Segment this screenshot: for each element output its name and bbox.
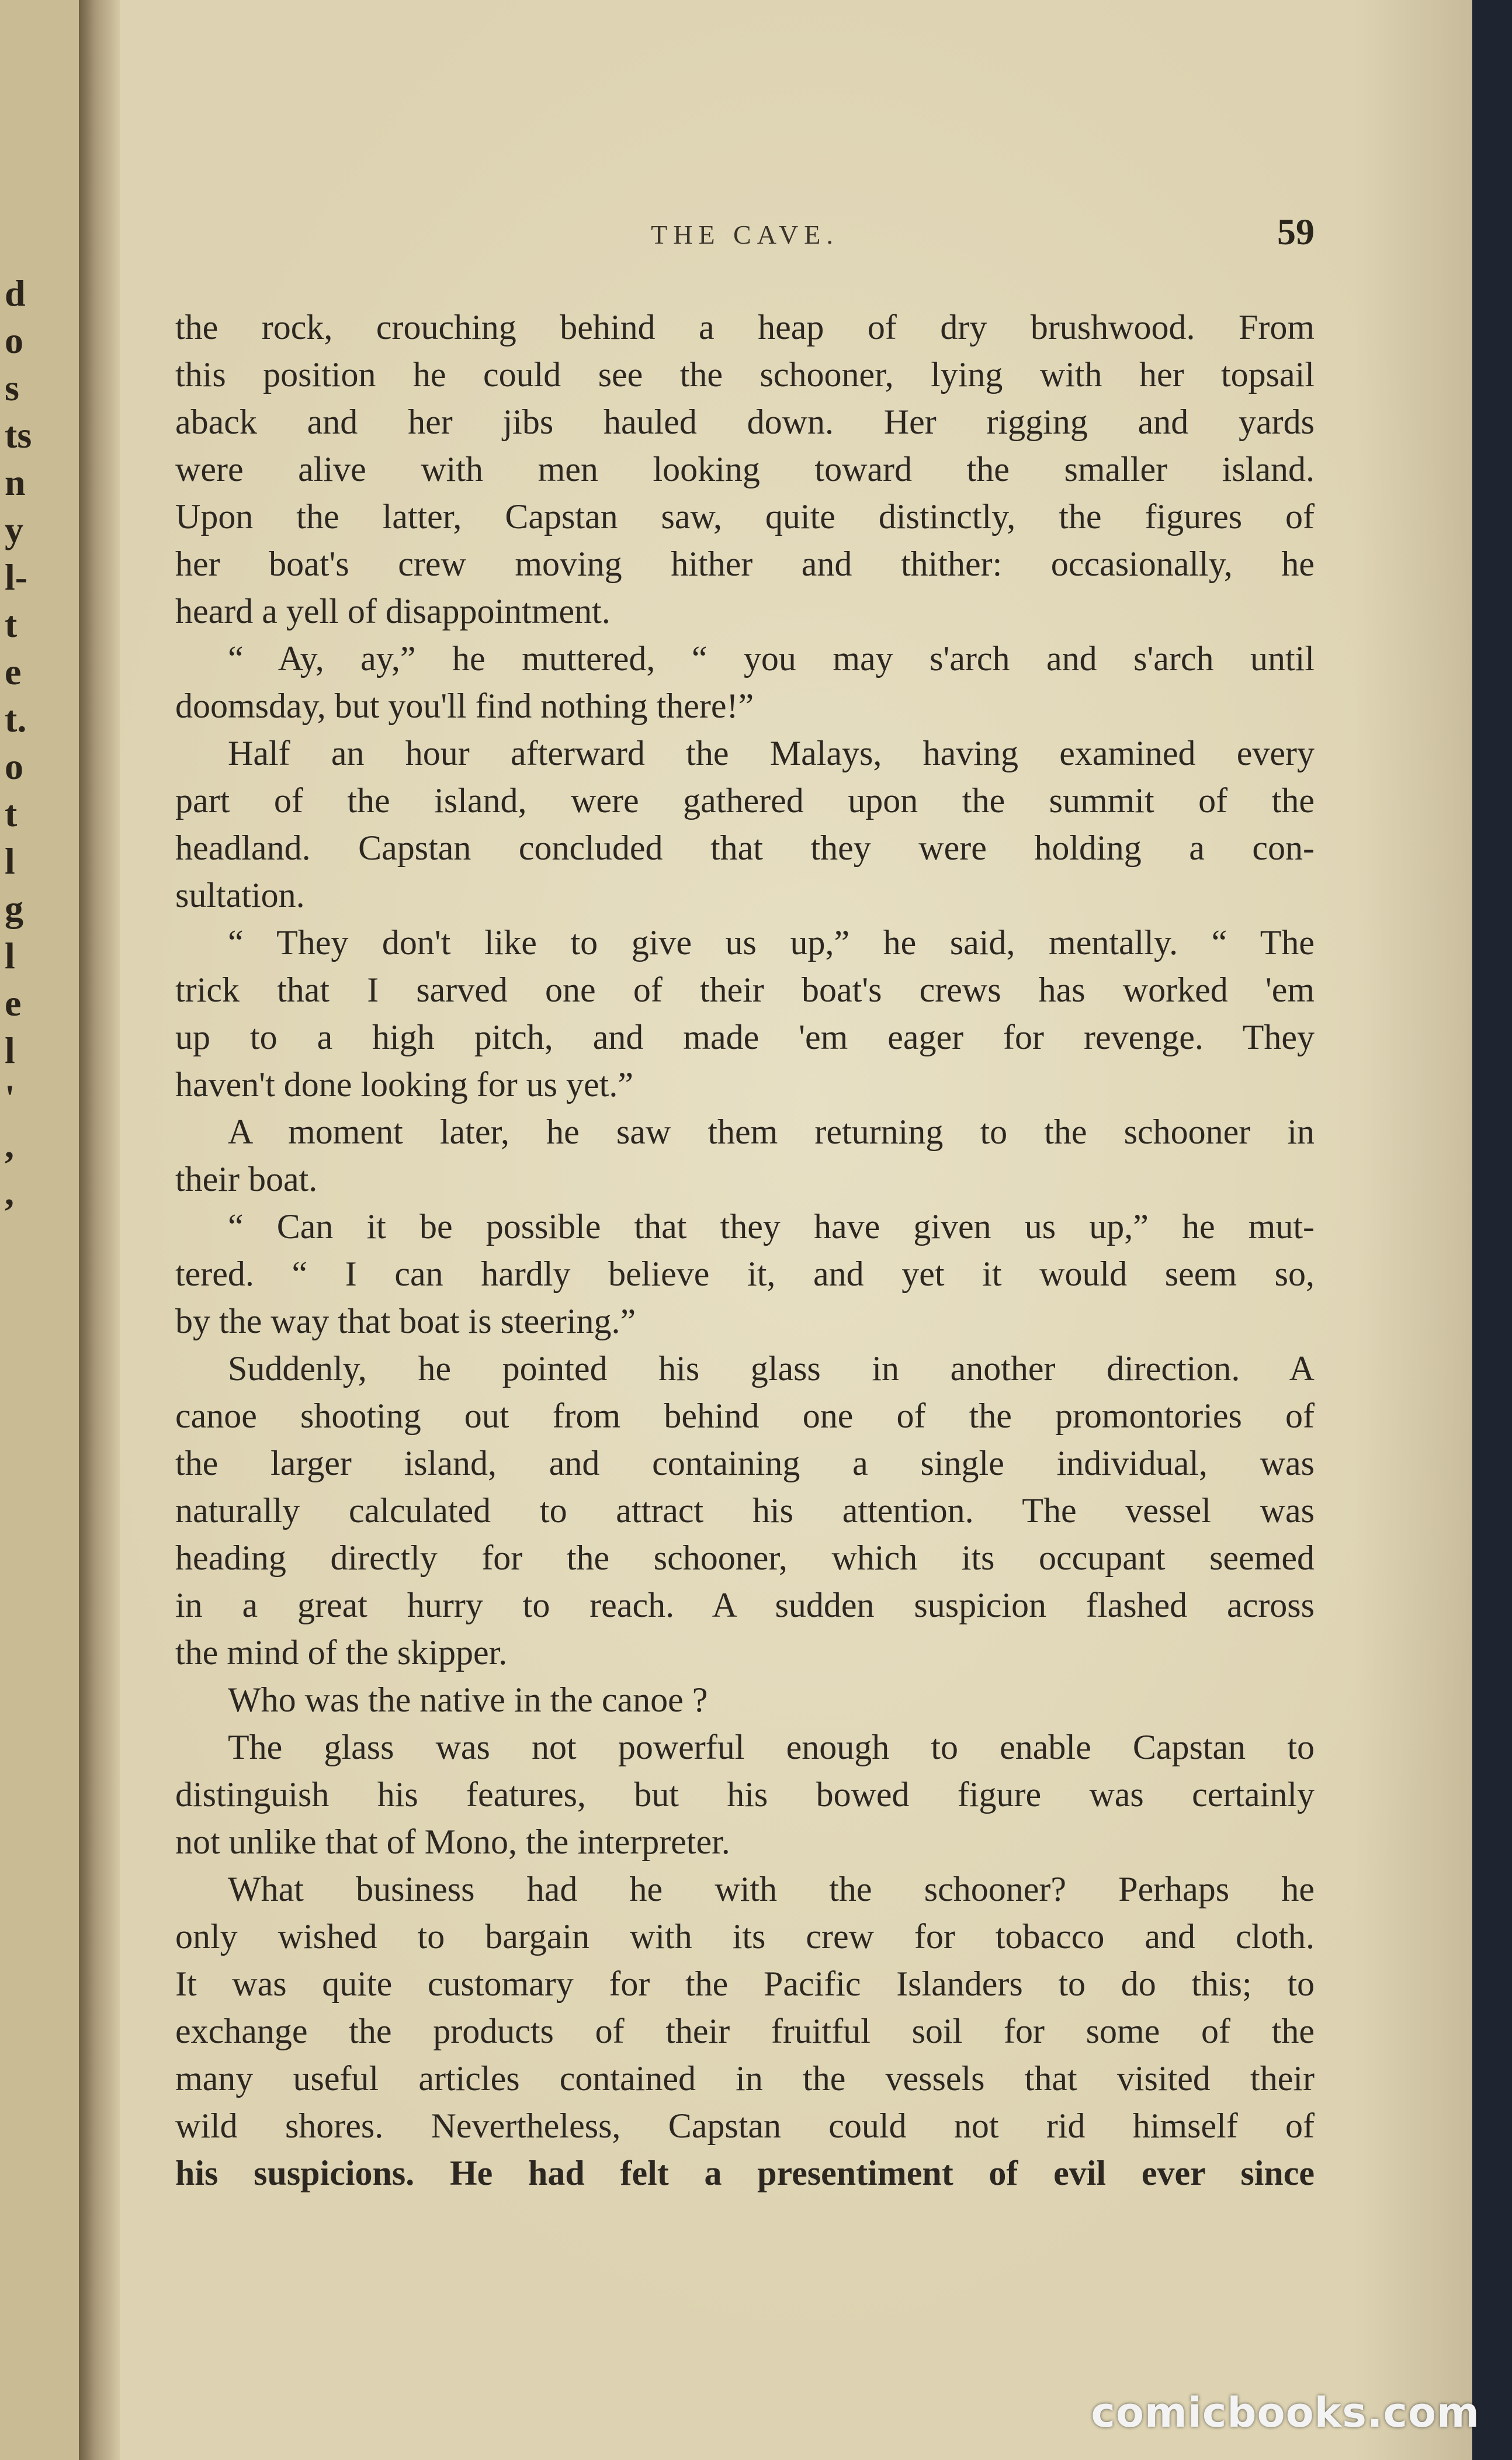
adjacent-page-fragment: l: [5, 935, 15, 976]
text-line: in a great hurry to reach. A sudden suspicion flashed across: [175, 1586, 1315, 1624]
text-line: trick that I sarved one of their boat's crews has worked 'em: [175, 971, 1315, 1009]
text-line: part of the island, were gathered upon the summit of the: [175, 781, 1315, 820]
adjacent-page-fragment: y: [5, 509, 23, 550]
text-line: The glass was not powerful enough to enable Capstan to: [228, 1728, 1315, 1766]
adjacent-page-fragment: ts: [5, 414, 32, 456]
text-line: many useful articles contained in the vessels that visited their: [175, 2059, 1315, 2098]
text-line: Upon the latter, Capstan saw, quite distinctly, the figures of: [175, 497, 1315, 536]
adjacent-page-fragment: g: [5, 888, 23, 929]
text-line: the mind of the skipper.: [175, 1633, 508, 1672]
text-line: by the way that boat is steering.”: [175, 1302, 636, 1340]
adjacent-page-fragment: l: [5, 840, 15, 882]
adjacent-page-fragment: ,: [5, 1124, 14, 1166]
text-line: not unlike that of Mono, the interpreter.: [175, 1823, 730, 1861]
adjacent-page-fragment: ,: [5, 1172, 14, 1213]
text-line: heading directly for the schooner, which its occupant seemed: [175, 1539, 1315, 1577]
adjacent-page-fragment: l-: [5, 556, 28, 598]
adjacent-page-fragment: o: [5, 320, 23, 361]
text-line: It was quite customary for the Pacific Islanders to do this; to: [175, 1964, 1315, 2003]
adjacent-page-fragment: e: [5, 982, 22, 1024]
adjacent-page-fragment: t: [5, 604, 18, 645]
text-line: exchange the products of their fruitful soil for some of the: [175, 2012, 1315, 2050]
text-line: wild shores. Nevertheless, Capstan could not rid himself of: [175, 2106, 1315, 2145]
adjacent-page-fragment: s: [5, 367, 19, 408]
adjacent-page-fragment: e: [5, 651, 22, 692]
text-line: doomsday, but you'll find nothing there!”: [175, 687, 754, 725]
body-text: [175, 304, 1315, 2197]
text-line: this position he could see the schooner, lying with her topsail: [175, 355, 1315, 394]
text-line: the larger island, and containing a single individual, was: [175, 1444, 1315, 1482]
text-line: What business had he with the schooner? Perhaps he: [228, 1870, 1315, 1908]
text-line: “ Ay, ay,” he muttered, “ you may s'arch and s'arch until: [228, 639, 1315, 678]
text-line: haven't done looking for us yet.”: [175, 1065, 633, 1104]
text-line: canoe shooting out from behind one of the promontories of: [175, 1397, 1315, 1435]
site-watermark: comicbooks.com: [1091, 2389, 1480, 2437]
text-line: their boat.: [175, 1160, 318, 1198]
text-line: Suddenly, he pointed his glass in another direction. A: [228, 1349, 1315, 1388]
adjacent-page-fragment: d: [5, 272, 26, 314]
text-line: aback and her jibs hauled down. Her rigging and yards: [175, 403, 1315, 441]
text-line: his suspicions. He had felt a presentiment of evil ever since: [175, 2154, 1315, 2192]
text-line: Who was the native in the canoe ?: [228, 1681, 708, 1719]
adjacent-page-fragment: o: [5, 746, 23, 787]
adjacent-page-fragment: t.: [5, 698, 27, 740]
running-title: THE CAVE.: [651, 220, 839, 250]
text-line: Half an hour afterward the Malays, having examined every: [228, 734, 1315, 772]
text-line: distinguish his features, but his bowed figure was certainly: [175, 1775, 1315, 1814]
text-line: up to a high pitch, and made 'em eager for revenge. They: [175, 1018, 1315, 1056]
page-header: [175, 207, 1315, 260]
text-line: only wished to bargain with its crew for tobacco and cloth.: [175, 1917, 1315, 1956]
page-number: 59: [1277, 211, 1315, 252]
text-line: heard a yell of disappointment.: [175, 592, 611, 630]
text-line: A moment later, he saw them returning to the schooner in: [228, 1113, 1315, 1151]
text-line: were alive with men looking toward the smaller island.: [175, 450, 1315, 488]
text-line: naturally calculated to attract his attention. The vessel was: [175, 1491, 1315, 1530]
text-line: “ They don't like to give us up,” he said, mentally. “ The: [228, 923, 1315, 962]
adjacent-page-fragment: ': [5, 1077, 15, 1118]
text-line: her boat's crew moving hither and thither: occasionally, he: [175, 545, 1315, 583]
text-line: the rock, crouching behind a heap of dry brushwood. From: [175, 308, 1315, 347]
adjacent-page-fragment: n: [5, 462, 26, 503]
text-line: tered. “ I can hardly believe it, and yet it would seem so,: [175, 1255, 1315, 1293]
text-line: “ Can it be possible that they have given us up,” he mut-: [228, 1207, 1315, 1246]
text-line: sultation.: [175, 876, 305, 914]
adjacent-page-fragment: t: [5, 793, 18, 834]
adjacent-page-fragment: l: [5, 1030, 15, 1071]
adjacent-page-edge: [0, 0, 82, 2460]
text-line: headland. Capstan concluded that they were holding a con-: [175, 829, 1315, 867]
book-gutter: [79, 0, 120, 2460]
